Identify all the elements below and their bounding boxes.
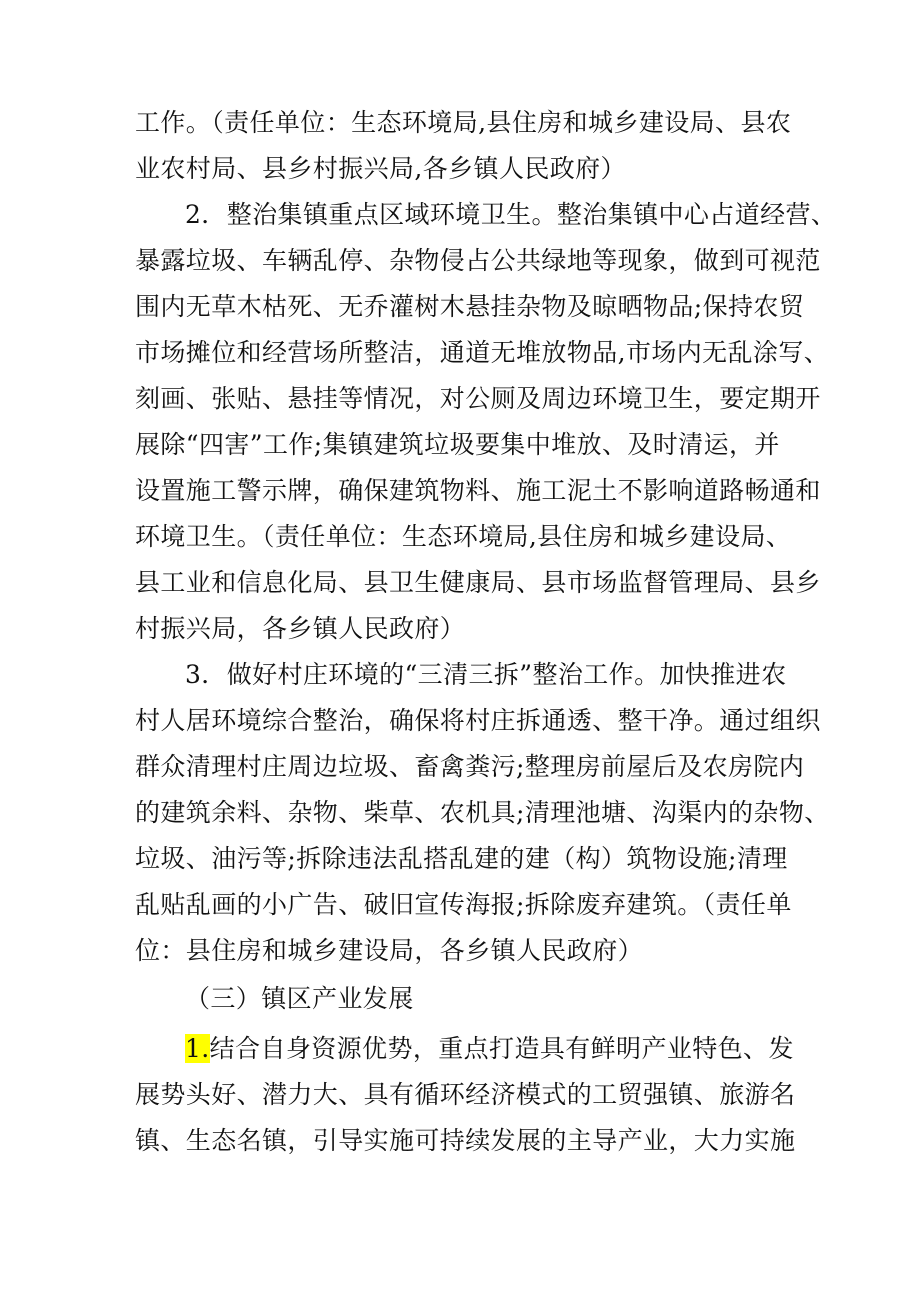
text-line: 县工业和信息化局、县卫生健康局、县市场监督管理局、县乡 bbox=[135, 568, 821, 597]
section-heading: （三）镇区产业发展 bbox=[185, 984, 414, 1013]
text-line: 镇、生态名镇，引导实施可持续发展的主导产业，大力实施 bbox=[135, 1126, 796, 1155]
text-line: 3．做好村庄环境的“三清三拆”整治工作。加快推进农 bbox=[185, 660, 787, 689]
text-line: 2．整治集镇重点区域环境卫生。整治集镇中心占道经营、 bbox=[185, 200, 837, 229]
text-line: 市场摊位和经营场所整洁，通道无堆放物品,市场内无乱涂写、 bbox=[135, 338, 830, 367]
text-line: 展除“四害”工作;集镇建筑垃圾要集中堆放、及时清运，并 bbox=[135, 430, 780, 459]
highlighted-number: 1. bbox=[185, 1034, 210, 1063]
text-line: 展势头好、潜力大、具有循环经济模式的工贸强镇、旅游名 bbox=[135, 1080, 796, 1109]
text-line: 乱贴乱画的小广告、破旧宣传海报;拆除废弃建筑。（责任单 bbox=[135, 890, 792, 919]
text-line: 工作。（责任单位：生态环境局,县住房和城乡建设局、县农 bbox=[135, 108, 792, 137]
text-segment: 结合自身资源优势，重点打造具有鲜明产业特色、发 bbox=[209, 1034, 794, 1063]
text-line: 环境卫生。（责任单位：生态环境局,县住房和城乡建设局、 bbox=[135, 522, 792, 551]
text-line: 位：县住房和城乡建设局，各乡镇人民政府） bbox=[135, 936, 644, 965]
text-line: 业农村局、县乡村振兴局,各乡镇人民政府） bbox=[135, 154, 626, 183]
text-line: 设置施工警示牌，确保建筑物料、施工泥土不影响道路畅通和 bbox=[135, 476, 821, 505]
text-line bbox=[0, 1034, 920, 1064]
text-line: 村振兴局，各乡镇人民政府） bbox=[135, 614, 466, 643]
text-line: 垃圾、油污等;拆除违法乱搭乱建的建（构）筑物设施;清理 bbox=[135, 844, 788, 873]
text-line: 村人居环境综合整治，确保将村庄拆通透、整干净。通过组织 bbox=[135, 706, 821, 735]
text-line: 群众清理村庄周边垃圾、畜禽粪污;整理房前屋后及农房院内 bbox=[135, 752, 805, 781]
text-line: 刻画、张贴、悬挂等情况，对公厕及周边环境卫生，要定期开 bbox=[135, 384, 821, 413]
text-line: 围内无草木枯死、无乔灌树木悬挂杂物及晾晒物品;保持农贸 bbox=[135, 292, 805, 321]
text-line: 的建筑余料、杂物、柴草、农机具;清理池塘、沟渠内的杂物、 bbox=[135, 798, 830, 827]
text-line: 暴露垃圾、车辆乱停、杂物侵占公共绿地等现象，做到可视范 bbox=[135, 246, 821, 275]
